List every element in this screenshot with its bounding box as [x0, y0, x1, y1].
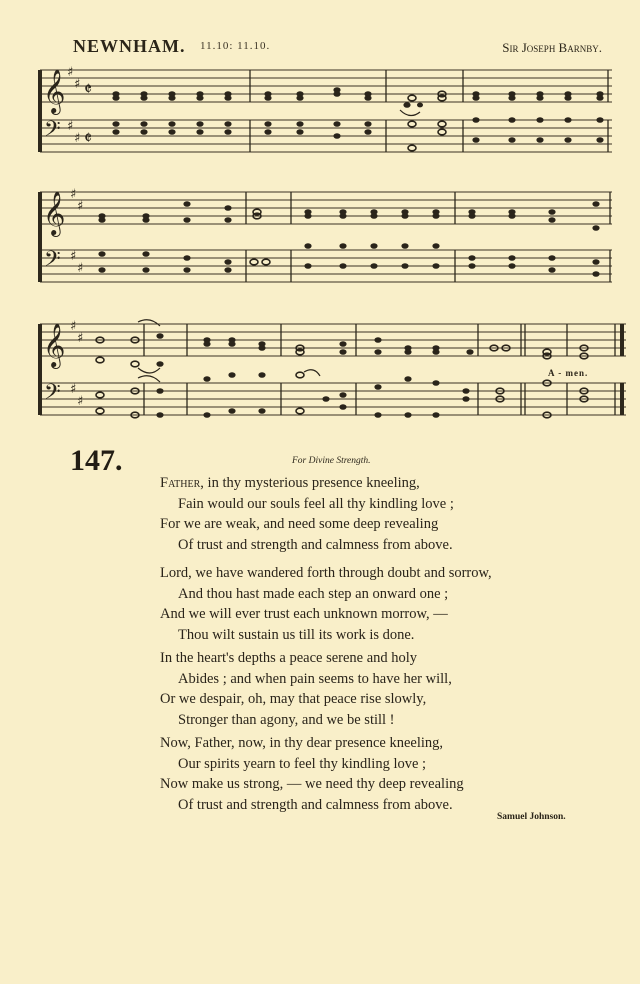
svg-text:♯: ♯ — [70, 187, 77, 202]
bass-staff — [40, 120, 612, 152]
treble-clef-icon: 𝄞 — [43, 191, 66, 235]
notes-row — [112, 87, 603, 151]
verse-2 — [0, 563, 640, 645]
svg-text:♯: ♯ — [77, 199, 84, 214]
verse-line: Stronger than agony, and we be still ! — [178, 711, 395, 728]
verse-line: Lord, we have wandered forth through doubt and sorrow, — [160, 565, 492, 581]
svg-text:♯: ♯ — [67, 65, 74, 80]
verse-line: Our spirits yearn to feel thy kindling love ; — [178, 755, 427, 772]
amen-label: A - men. — [548, 368, 589, 378]
hymn-subtitle: For Divine Strength. — [292, 456, 371, 466]
author: Samuel Johnson. — [497, 812, 566, 822]
svg-text:𝄵: 𝄵 — [84, 128, 93, 149]
verse-line: Father, in thy mysterious presence kneeling, — [160, 475, 420, 491]
meter: 11.10: 11.10. — [200, 40, 271, 52]
svg-text:♯: ♯ — [70, 249, 77, 264]
music-system-3 — [0, 314, 640, 434]
cut-time-icon: 𝄵 — [84, 79, 93, 100]
verse-line: For we are weak, and need some deep revealing — [160, 516, 439, 532]
bass-clef-icon: 𝄢 — [44, 380, 61, 410]
svg-text:♯: ♯ — [74, 131, 81, 146]
first-word: Father, — [160, 475, 204, 491]
composer: Sir Joseph Barnby. — [502, 40, 602, 55]
verse-line: Of trust and strength and calmness from above. — [178, 796, 453, 813]
treble-clef-icon: 𝄞 — [43, 323, 66, 367]
svg-text:♯: ♯ — [77, 331, 84, 346]
music-system-2 — [0, 182, 640, 292]
verse-line: And thou hast made each step an onward one ; — [178, 585, 449, 602]
svg-text:♯: ♯ — [74, 77, 81, 92]
treble-staff — [40, 70, 612, 102]
verse-line: And we will ever trust each unknown morrow, — — [160, 606, 448, 622]
verse-line: Now, Father, now, in thy dear presence kneeling, — [160, 735, 444, 751]
treble-clef-icon: 𝄞 — [43, 69, 66, 113]
svg-text:♯: ♯ — [70, 382, 77, 397]
hymn-number: 147. — [70, 444, 123, 477]
verse-1 — [0, 473, 640, 555]
tune-title: NEWNHAM. — [73, 36, 186, 56]
verse-line: Fain would our souls feel all thy kindling love ; — [178, 495, 454, 512]
bass-clef-icon: 𝄢 — [44, 117, 61, 147]
verse-line: Or we despair, oh, may that peace rise slowly, — [160, 691, 427, 707]
verse-line: In the heart's depths a peace serene and holy — [160, 650, 418, 666]
verse-line: Now make us strong, — we need thy deep revealing — [160, 776, 464, 792]
verse-3 — [0, 648, 640, 730]
music-system-1 — [0, 60, 640, 170]
verse-line: Abides ; and when pain seems to have her will, — [178, 670, 452, 687]
verse-line: Thou wilt sustain us till its work is done. — [178, 626, 415, 643]
verse-line: Of trust and strength and calmness from above. — [178, 536, 453, 553]
svg-text:♯: ♯ — [70, 319, 77, 334]
svg-text:♯: ♯ — [67, 119, 74, 134]
bass-clef-icon: 𝄢 — [44, 247, 61, 277]
svg-text:♯: ♯ — [77, 261, 84, 276]
verse-4 — [0, 733, 640, 815]
svg-text:♯: ♯ — [77, 394, 84, 409]
